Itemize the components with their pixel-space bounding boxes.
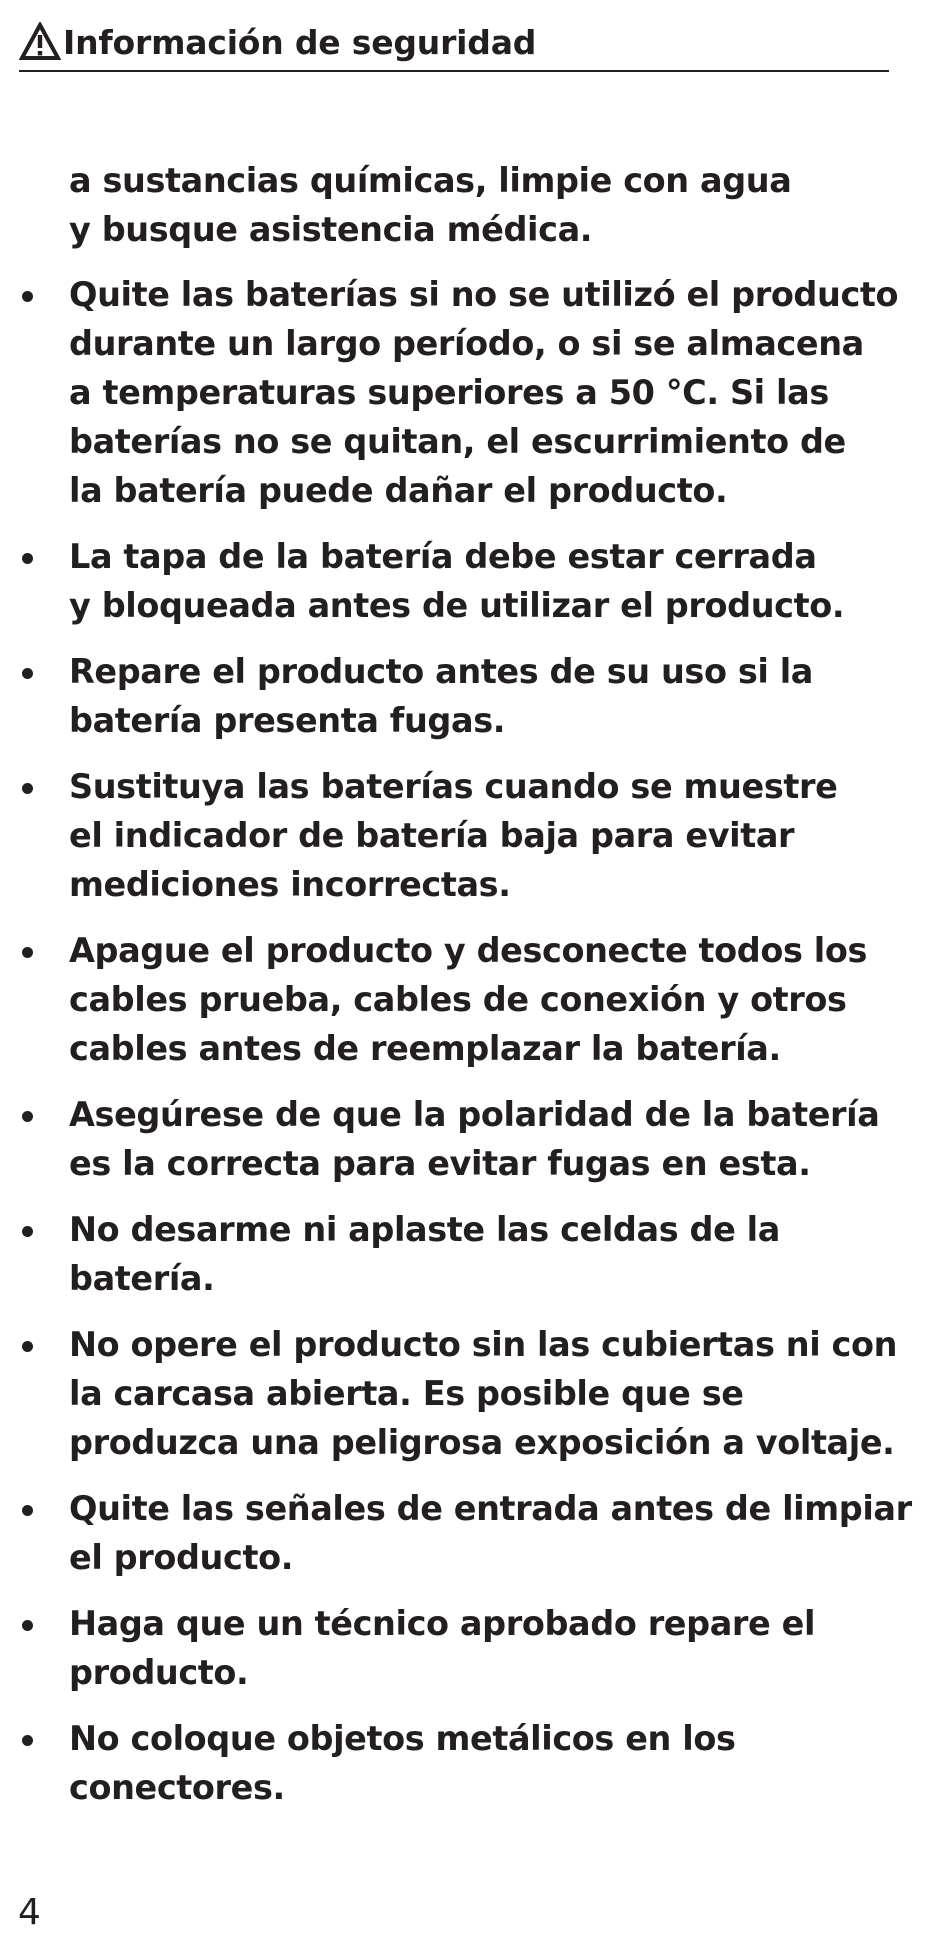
bullet-text: Quite las señales de entrada antes de limpiar el producto. [69,1488,912,1577]
bullet-item [0,1714,950,1812]
safety-content [0,122,950,1829]
bullet-text: No opere el producto sin las cubiertas ni con la carcasa abierta. Es posible que se produzca una peligrosa exposición a voltaje. [69,1324,898,1462]
bullet-text: No coloque objetos metálicos en los conectores. [69,1718,736,1807]
bullet-text: No desarme ni aplaste las celdas de la batería. [69,1209,780,1298]
bullet-dot [22,291,33,302]
bullet-text: La tapa de la batería debe estar cerrada y bloqueada antes de utilizar el producto. [69,536,845,625]
bullet-dot [22,1620,33,1631]
bullet-dot [22,1226,33,1237]
section-title: Información de seguridad [63,22,537,62]
bullet-item [0,1320,950,1467]
bullet-dot [22,783,33,794]
bullet-item [0,762,950,909]
bullet-item [0,1090,950,1188]
bullet-dot [22,1735,33,1746]
section-header [19,14,889,72]
bullet-item [0,1599,950,1697]
bullet-item [0,1484,950,1582]
warning-triangle-icon [19,22,61,62]
bullet-text: Repare el producto antes de su uso si la batería presenta fugas. [69,651,814,740]
bullet-text: Quite las baterías si no se utilizó el producto durante un largo período, o si se almacena a temperaturas superiores a 50 °C. Si las baterías no se quitan, el escurrimiento de la batería puede dañar el producto. [69,274,899,510]
bullet-dot [22,668,33,679]
bullet-dot [22,553,33,564]
bullet-text: Sustituya las baterías cuando se muestre el indicador de batería baja para evitar mediciones incorrectas. [69,766,838,904]
bullet-item [0,1205,950,1303]
bullet-item [0,926,950,1073]
bullet-text: Asegúrese de que la polaridad de la batería es la correcta para evitar fugas en esta. [69,1094,880,1183]
bullet-item [0,270,950,515]
bullet-dot [22,1341,33,1352]
safety-bullet-list [0,270,950,1812]
bullet-dot [22,947,33,958]
bullet-item [0,532,950,630]
continuation-paragraph: a sustancias químicas, limpie con agua y busque asistencia médica. [69,160,792,249]
bullet-text: Apague el producto y desconecte todos los cables prueba, cables de conexión y otros cables antes de reemplazar la batería. [69,930,867,1068]
bullet-dot [22,1505,33,1516]
bullet-dot [22,1111,33,1122]
bullet-item [0,647,950,745]
bullet-text: Haga que un técnico aprobado repare el producto. [69,1603,816,1692]
page-number: 4 [18,1892,41,1933]
